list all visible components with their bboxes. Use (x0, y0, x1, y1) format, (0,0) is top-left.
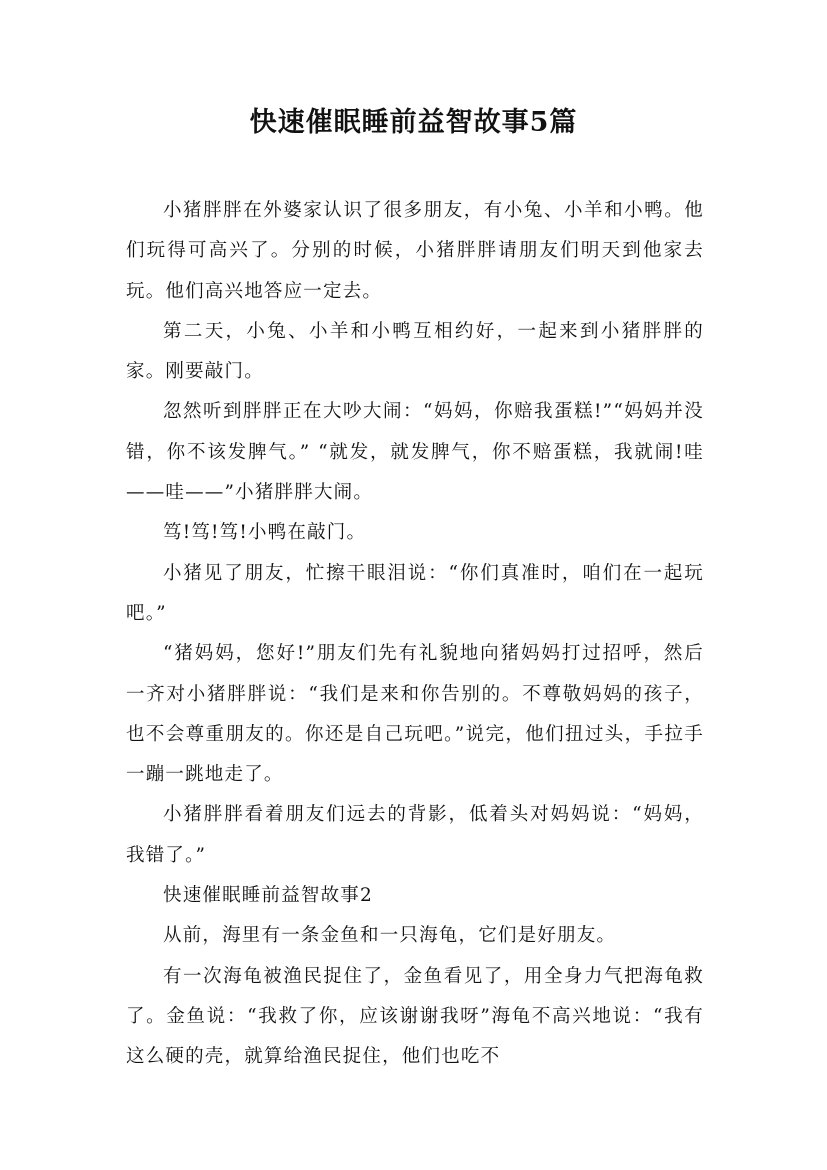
paragraph: 忽然听到胖胖正在大吵大闹：“妈妈，你赔我蛋糕!”“妈妈并没错，你不该发脾气。” “就发，就发脾气，你不赔蛋糕，我就闹!哇——哇——”小猪胖胖大闹。 (126, 401, 704, 504)
paragraph: 笃!笃!笃!小鸭在敲门。 (163, 522, 367, 544)
story-heading: 快速催眠睡前益智故事2 (163, 885, 373, 907)
paragraph: 从前，海里有一条金鱼和一只海龟，它们是好朋友。 (163, 925, 617, 947)
paragraph: 小猪胖胖在外婆家认识了很多朋友，有小兔、小羊和小鸭。他们玩得可高兴了。分别的时候，小猪胖胖请朋友们明天到他家去玩。他们高兴地答应一定去。 (126, 200, 704, 302)
document-body (126, 191, 704, 1078)
paragraph: 有一次海龟被渔民捉住了，金鱼看见了，用全身力气把海龟救了。金鱼说：“我救了你，应该谢谢我呀”海龟不高兴地说：“我有这么硬的壳，就算给渔民捉住，他们也吃不 (126, 965, 704, 1068)
paragraph: 小猪胖胖看着朋友们远去的背影，低着头对妈妈说：“妈妈，我错了。” (126, 804, 704, 866)
paragraph: 第二天，小兔、小羊和小鸭互相约好，一起来到小猪胖胖的家。刚要敲门。 (126, 320, 704, 383)
paragraph: 小猪见了朋友，忙擦干眼泪说：“你们真准时，咱们在一起玩吧。” (126, 562, 704, 624)
paragraph: “猪妈妈，您好!”朋友们先有礼貌地向猪妈妈打过招呼，然后一齐对小猪胖胖说：“我们是来和你告别的。不尊敬妈妈的孩子，也不会尊重朋友的。你还是自己玩吧。”说完，他们扭过头，手拉手一蹦一跳地走了。 (126, 643, 704, 786)
document-title: 快速催眠睡前益智故事5篇 (249, 107, 578, 138)
